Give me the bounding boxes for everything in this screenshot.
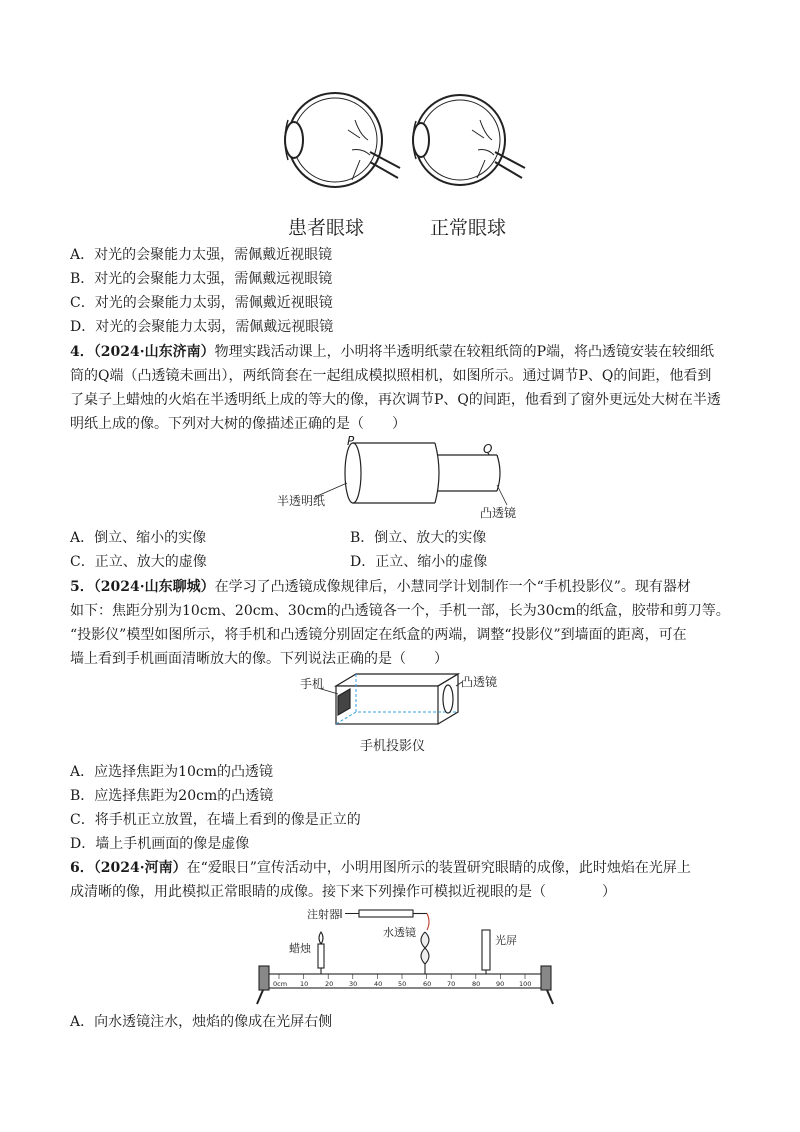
tick-90: 90 [496,980,505,988]
screen-label: 光屏 [495,934,517,947]
projector-caption: 手机投影仪 [360,739,426,754]
normal-eye-label: 正常眼球 [430,217,507,239]
eye-diagram [260,90,550,250]
q4-option-d: D．正立、缩小的虚像 [350,554,488,570]
translucent-paper-label: 半透明纸 [277,494,326,508]
tick-0: 0cm [273,980,288,988]
q4-option-c: C．正立、放大的虚像 [70,554,207,570]
q4-stem-line-4: 明纸上成的像。下列对大树的像描述正确的是（ ） [70,416,406,432]
q5-number: 5． [70,579,94,595]
q4-option-a: A．倒立、缩小的实像 [70,530,207,546]
tick-60: 60 [423,980,432,988]
q6-stem-line-2: 成清晰的像，用此模拟正常眼睛的成像。接下来下列操作可模拟近视眼的是（ ） [70,884,616,900]
q3-option-d: D．对光的会聚能力太弱，需佩戴远视眼镜 [70,319,334,335]
q5-option-b: B．应选择焦距为20cm的凸透镜 [70,788,274,804]
convex-lens-label: 凸透镜 [480,506,517,520]
q4-stem-line-2: 筒的Q端（凸透镜未画出），两纸筒套在一起组成模拟照相机，如图所示。通过调节P、Q的间距，他看到 [70,368,712,384]
q4-stem-line-3: 了桌子上蜡烛的火焰在半透明纸上成的等大的像，再次调节P、Q的间距，他看到了窗外更远处大树在半透 [70,392,721,408]
q6-source: （2024·河南） [93,860,187,876]
patient-eye-label: 患者眼球 [288,217,365,239]
q4-text: 物理实践活动课上，小明将半透明纸蒙在较粗纸筒的P端，将凸透镜安装在较细纸 [214,344,715,360]
tick-80: 80 [472,980,481,988]
p-end-label: P [347,435,355,448]
camera-model-diagram [275,435,535,525]
q3-option-b: B．对光的会聚能力太强，需佩戴远视眼镜 [70,271,333,287]
tick-30: 30 [349,980,358,988]
q-end-label: Q [483,442,493,456]
q5-text: 在学习了凸透镜成像规律后，小慧同学计划制作一个“手机投影仪”。现有器材 [214,579,691,595]
q4-option-b: B．倒立、放大的实像 [350,530,487,546]
q6-stem-line-1 [70,858,691,878]
syringe-label: 注射器 [307,908,340,921]
tick-10: 10 [300,980,309,988]
tick-40: 40 [374,980,383,988]
q5-stem-line-4: 墙上看到手机画面清晰放大的像。下列说法正确的是（ ） [70,651,448,667]
tick-70: 70 [447,980,456,988]
q5-source: （2024·山东聊城） [93,579,215,595]
q6-number: 6． [70,860,94,876]
lens-label: 凸透镜 [461,675,498,689]
q5-stem-line-3: “投影仪”模型如图所示，将手机和凸透镜分别固定在纸盒的两端，调整“投影仪”到墙面的距离，可在 [70,627,687,643]
normal-eyeball [413,95,525,185]
patient-eyeball [285,93,400,187]
tick-50: 50 [398,980,407,988]
phone-projector-diagram [298,672,508,758]
q6-option-a: A．向水透镜注水，烛焰的像成在光屏右侧 [70,1014,333,1030]
q4-source: （2024·山东济南） [93,344,215,360]
q5-option-d: D．墙上手机画面的像是虚像 [70,836,250,852]
q5-stem-line-1 [70,577,691,597]
q3-option-a: A．对光的会聚能力太强，需佩戴近视眼镜 [70,247,333,263]
q3-option-c: C．对光的会聚能力太弱，需佩戴近视眼镜 [70,295,333,311]
candle-label: 蜡烛 [289,942,311,955]
phone-label: 手机 [300,677,325,691]
tick-20: 20 [325,980,334,988]
q6-text: 在“爱眼日”宣传活动中，小明用图所示的装置研究眼睛的成像，此时烛焰在光屏上 [186,860,691,876]
optical-bench-diagram [255,902,555,1006]
q4-number: 4． [70,344,94,360]
q5-option-c: C．将手机正立放置，在墙上看到的像是正立的 [70,812,361,828]
q4-stem-line-1 [70,342,714,362]
water-lens-label: 水透镜 [383,926,416,939]
q5-option-a: A．应选择焦距为10cm的凸透镜 [70,764,274,780]
q5-stem-line-2: 如下：焦距分别为10cm、20cm、30cm的凸透镜各一个，手机一部，长为30cm的纸盒，胶带和剪刀等。 [70,603,730,619]
tick-100: 100 [519,980,532,988]
